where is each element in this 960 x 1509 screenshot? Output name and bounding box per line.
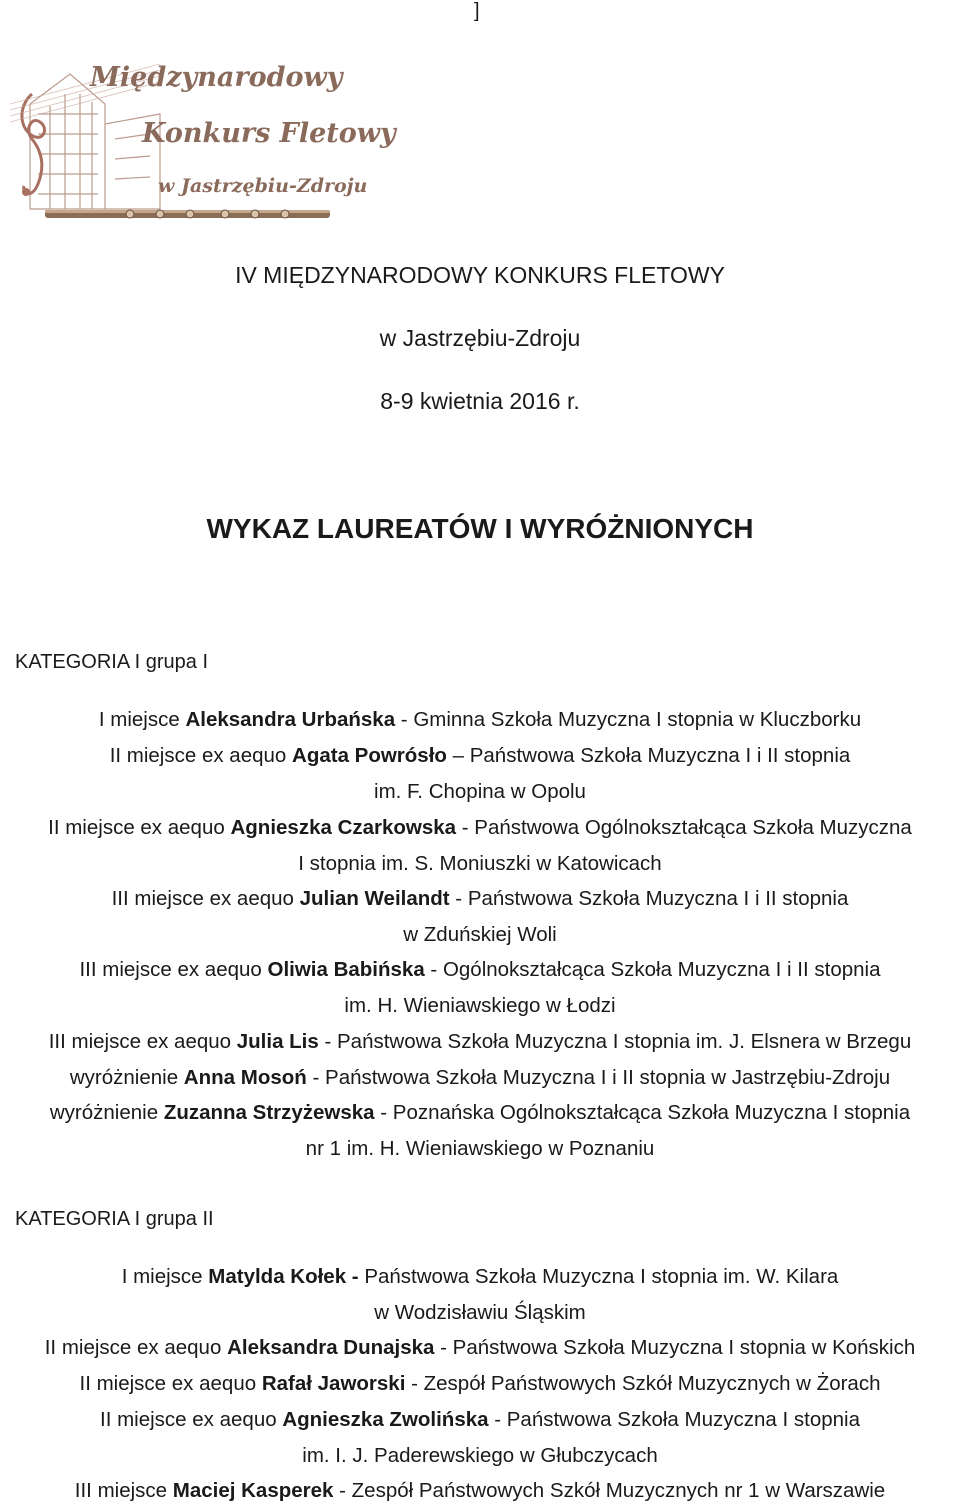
entry-line-continued: I stopnia im. S. Moniuszki w Katowicach <box>298 852 662 875</box>
entry-school: – Państwowa Szkoła Muzyczna I i II stopnia <box>446 744 851 767</box>
entry-line <box>0 702 960 738</box>
entry-name: Julian Weilandt <box>299 887 450 910</box>
stray-bracket: ] <box>474 0 480 22</box>
entry-line-continued: im. F. Chopina w Opolu <box>374 780 586 803</box>
entry-line <box>0 1402 960 1438</box>
category-heading-group-2: KATEGORIA I grupa II <box>15 1208 214 1230</box>
entry-school: - Państwowa Szkoła Muzyczna I stopnia <box>488 1408 860 1431</box>
list-item <box>0 1060 960 1096</box>
entry-line <box>0 1366 960 1402</box>
treble-clef-icon <box>22 94 45 196</box>
entry-name: Agnieszka Czarkowska <box>230 816 457 839</box>
entry-line <box>0 1024 960 1060</box>
entry-line-continued: im. I. J. Paderewskiego w Głubczycach <box>302 1444 658 1467</box>
entry-place: II miejsce ex aequo <box>109 744 293 767</box>
entry-name: Aleksandra Urbańska <box>185 708 396 731</box>
list-item <box>0 810 960 882</box>
event-location: w Jastrzębiu-Zdroju <box>379 325 581 351</box>
entry-school: - Państwowa Szkoła Muzyczna I stopnia w Końskich <box>434 1336 916 1359</box>
entry-place: III miejsce <box>74 1479 173 1502</box>
entry-line <box>0 1095 960 1131</box>
list-item <box>0 1259 960 1331</box>
entry-place: I miejsce <box>121 1265 209 1288</box>
entry-place: I miejsce <box>98 708 186 731</box>
entry-school: - Państwowa Szkoła Muzyczna I i II stopnia <box>449 887 849 910</box>
entry-line <box>0 952 960 988</box>
document-title: WYKAZ LAUREATÓW I WYRÓŻNIONYCH <box>206 513 754 544</box>
entry-name: Oliwia Babińska <box>267 958 425 981</box>
entry-line <box>0 1060 960 1096</box>
entry-name: Maciej Kasperek <box>172 1479 334 1502</box>
entry-place: III miejsce ex aequo <box>48 1030 237 1053</box>
entry-name: Rafał Jaworski <box>261 1372 406 1395</box>
entry-school: Państwowa Szkoła Muzyczna I stopnia im. W. Kilara <box>358 1265 839 1288</box>
list-item <box>0 702 960 738</box>
flute-icon <box>45 210 330 218</box>
list-item <box>0 1473 960 1509</box>
entry-place: III miejsce ex aequo <box>79 958 268 981</box>
entry-school: - Poznańska Ogólnokształcąca Szkoła Muzyczna I stopnia <box>374 1101 911 1124</box>
entry-school: - Ogólnokształcąca Szkoła Muzyczna I i II stopnia <box>424 958 881 981</box>
entry-line <box>0 1330 960 1366</box>
entry-school: - Państwowa Szkoła Muzyczna I stopnia im. J. Elsnera w Brzegu <box>318 1030 912 1053</box>
entry-name: Agata Powrósło <box>292 744 447 767</box>
entry-line <box>0 1473 960 1509</box>
entry-name: Julia Lis <box>236 1030 319 1053</box>
event-title: IV MIĘDZYNARODOWY KONKURS FLETOWY <box>235 262 725 288</box>
entry-name: Aleksandra Dunajska <box>227 1336 435 1359</box>
entry-line-continued: w Wodzisławiu Śląskim <box>374 1301 586 1324</box>
entry-place: II miejsce ex aequo <box>44 1336 228 1359</box>
contest-logo-graphic <box>10 44 396 234</box>
logo-line-3: w Jastrzębiu-Zdroju <box>158 175 368 197</box>
entry-name: Zuzanna Strzyżewska <box>163 1101 375 1124</box>
list-item <box>0 1024 960 1060</box>
entry-place: II miejsce ex aequo <box>48 816 231 839</box>
entry-school: - Zespół Państwowych Szkół Muzycznych nr 1 w Warszawie <box>333 1479 886 1502</box>
logo-line-1: Międzynarodowy <box>90 62 343 93</box>
entry-line-continued: w Zduńskiej Woli <box>403 923 557 946</box>
entry-name: Matylda Kołek - <box>208 1265 359 1288</box>
building-sketch-icon <box>30 74 160 209</box>
entry-line-continued: nr 1 im. H. Wieniawskiego w Poznaniu <box>305 1137 655 1160</box>
list-item <box>0 1095 960 1167</box>
list-item <box>0 1330 960 1366</box>
entry-school: - Gminna Szkoła Muzyczna I stopnia w Kluczborku <box>395 708 862 731</box>
entry-school: - Państwowa Ogólnokształcąca Szkoła Muzyczna <box>456 816 912 839</box>
entry-place: wyróżnienie <box>49 1101 164 1124</box>
entry-place: II miejsce ex aequo <box>100 1408 283 1431</box>
list-item <box>0 1402 960 1474</box>
entry-line <box>0 881 960 917</box>
entry-line <box>0 738 960 774</box>
entry-line <box>0 1259 960 1295</box>
entry-place: wyróżnienie <box>69 1066 184 1089</box>
entry-place: III miejsce ex aequo <box>111 887 300 910</box>
entry-name: Agnieszka Zwolińska <box>282 1408 489 1431</box>
list-item <box>0 1366 960 1402</box>
entry-line-continued: im. H. Wieniawskiego w Łodzi <box>344 994 616 1017</box>
event-date: 8-9 kwietnia 2016 r. <box>380 388 580 414</box>
entry-line <box>0 810 960 846</box>
list-item <box>0 952 960 1024</box>
logo-line-2: Konkurs Fletowy <box>142 118 396 149</box>
contest-logo <box>10 44 396 234</box>
category-heading-group-1: KATEGORIA I grupa I <box>15 651 209 673</box>
list-item <box>0 738 960 810</box>
entry-school: - Zespół Państwowych Szkół Muzycznych w Żorach <box>405 1372 881 1395</box>
list-item <box>0 881 960 953</box>
entry-school: - Państwowa Szkoła Muzyczna I i II stopnia w Jastrzębiu-Zdroju <box>306 1066 891 1089</box>
entry-name: Anna Mosoń <box>183 1066 307 1089</box>
entry-place: II miejsce ex aequo <box>79 1372 262 1395</box>
